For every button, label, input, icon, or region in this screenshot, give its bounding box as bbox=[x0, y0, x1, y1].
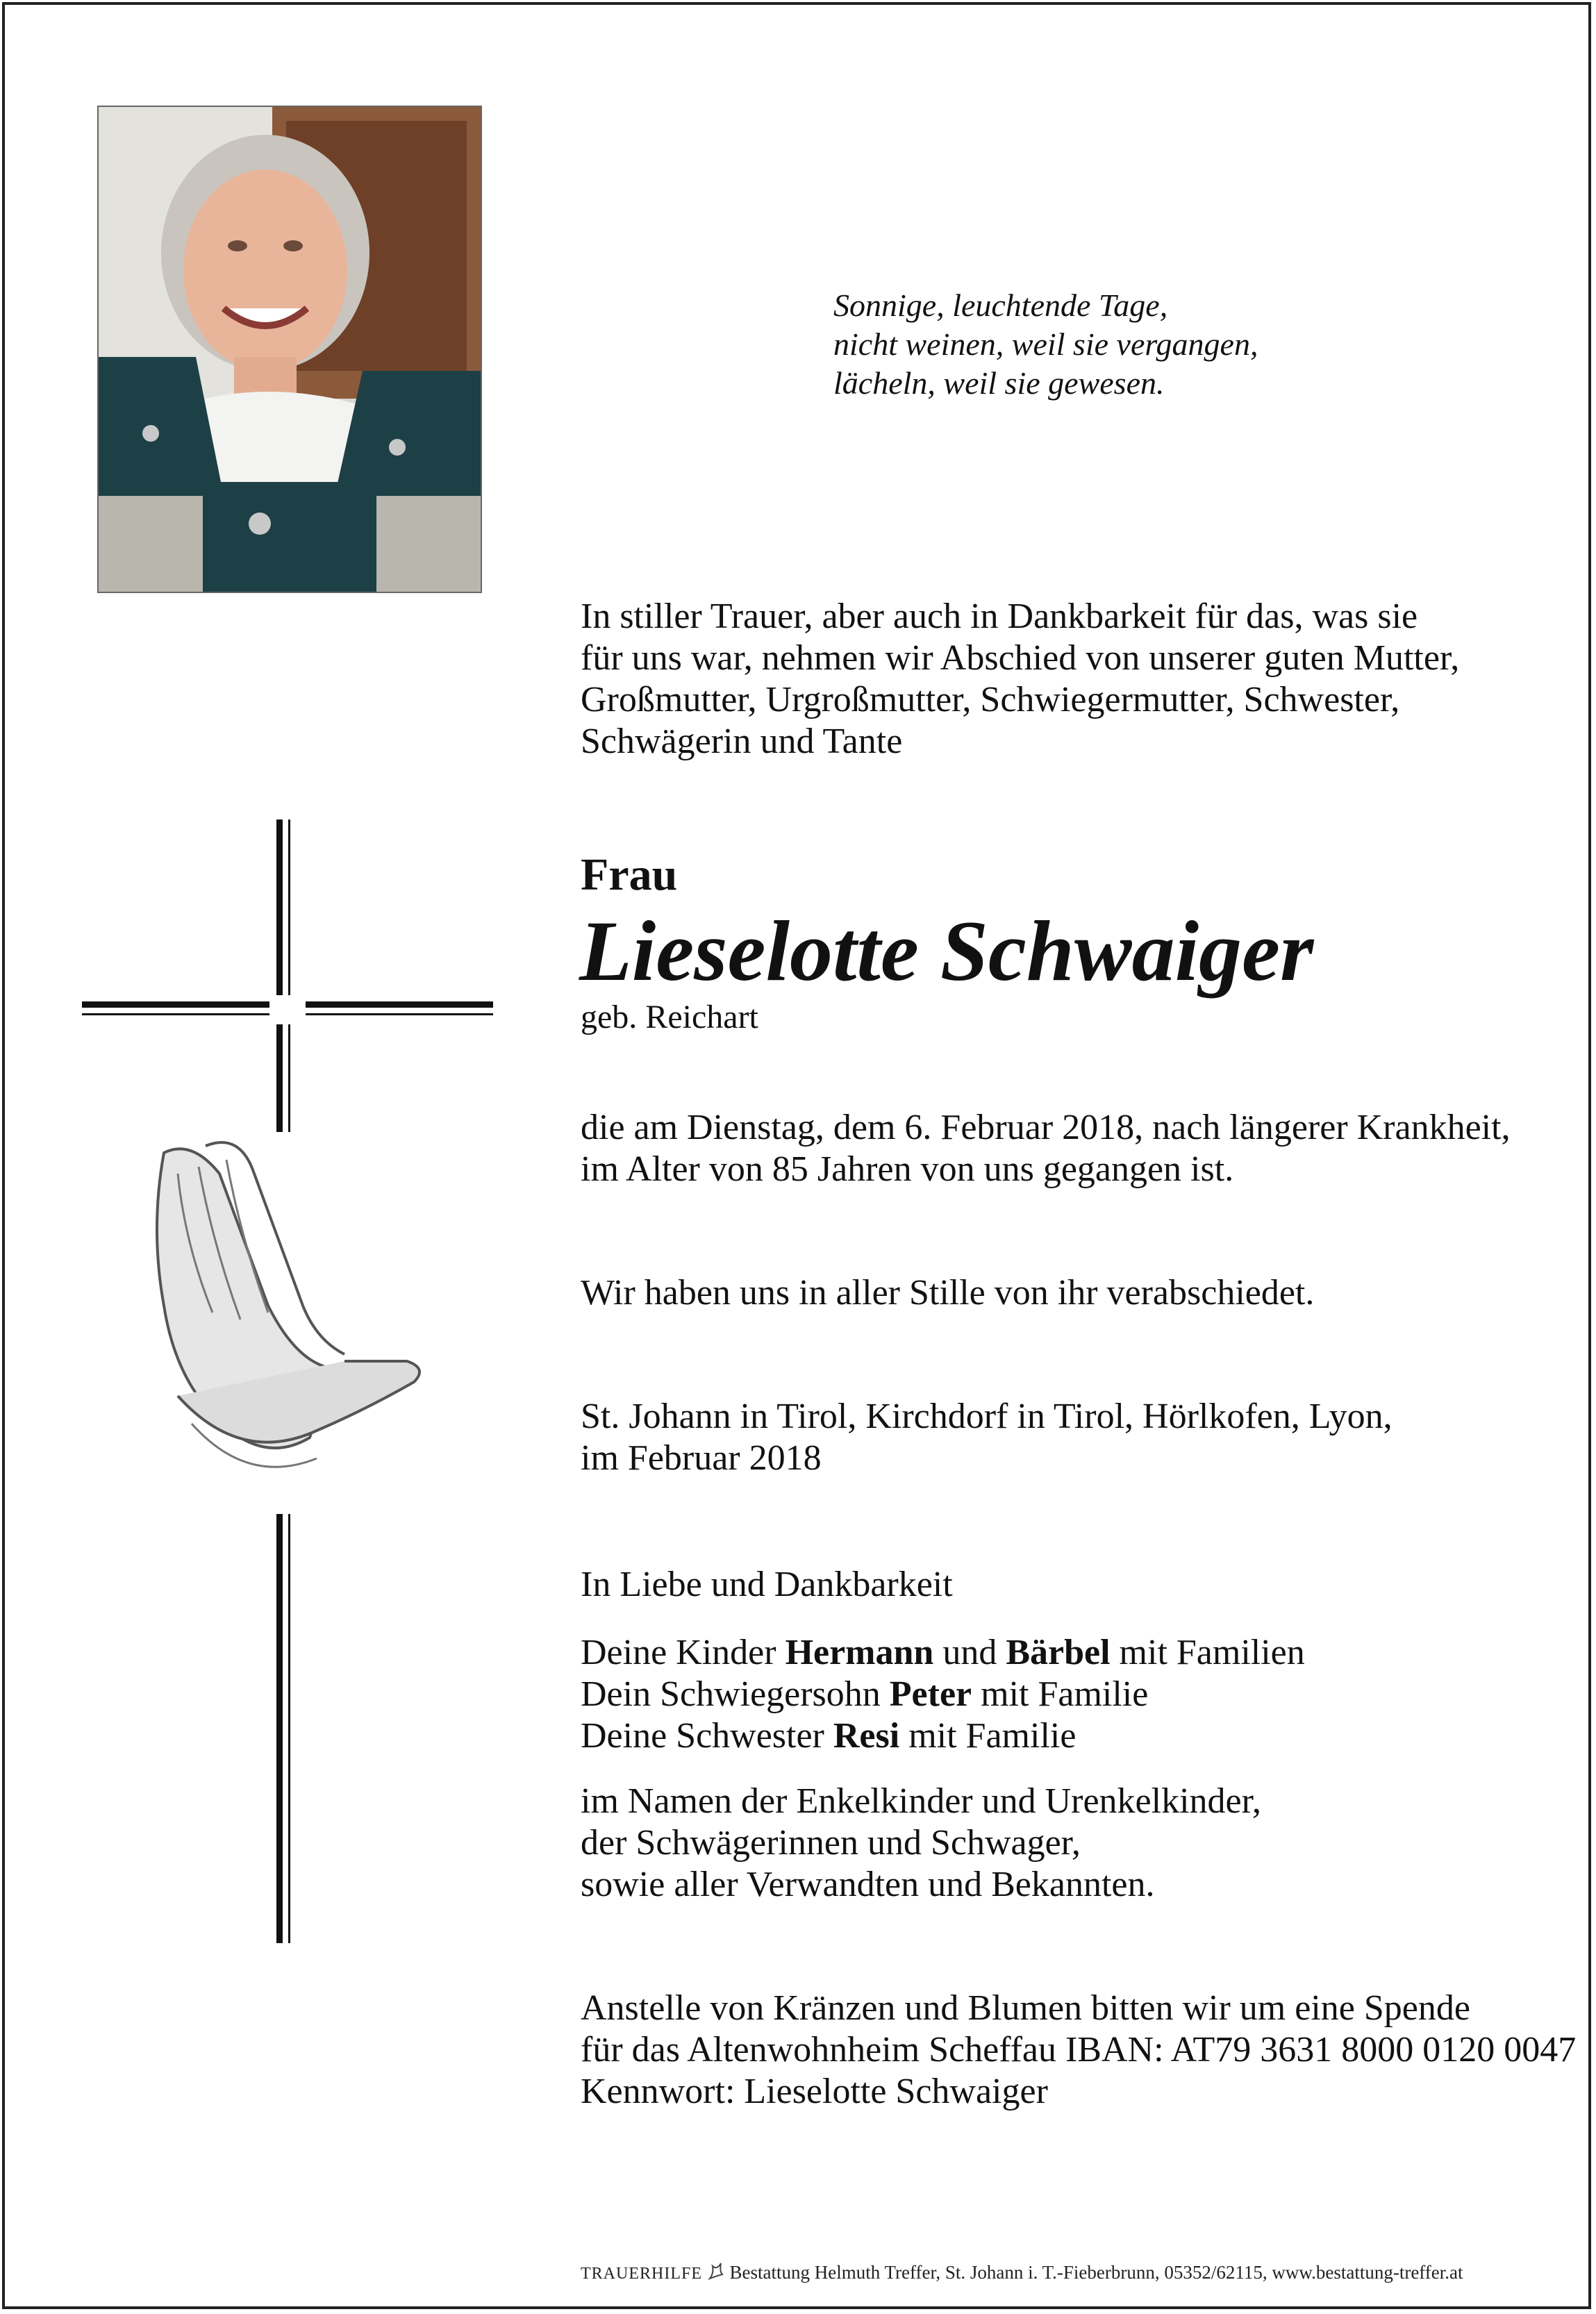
son-in-law-name: Peter bbox=[889, 1674, 972, 1714]
text: Dein Schwiegersohn bbox=[581, 1674, 890, 1714]
date-line: im Februar 2018 bbox=[581, 1438, 822, 1478]
death-notice-line: im Alter von 85 Jahren von uns gegangen ist. bbox=[581, 1149, 1234, 1189]
family-list bbox=[581, 1632, 1305, 1757]
portrait-photo bbox=[97, 106, 482, 593]
text: mit Familien bbox=[1110, 1633, 1305, 1672]
child-name: Bärbel bbox=[1006, 1633, 1111, 1672]
text: mit Familie bbox=[899, 1716, 1077, 1756]
poem-line: lächeln, weil sie gewesen. bbox=[833, 365, 1165, 401]
sister-name: Resi bbox=[833, 1716, 900, 1756]
salutation: Frau bbox=[581, 849, 678, 900]
child-name: Hermann bbox=[785, 1633, 934, 1672]
donation-request bbox=[581, 1988, 1576, 2113]
funeral-home-footer bbox=[581, 2261, 1463, 2286]
dove-logo-icon bbox=[707, 2261, 725, 2281]
text: Deine Kinder bbox=[581, 1633, 785, 1672]
donation-line: für das Altenwohnheim Scheffau IBAN: AT79 3631 8000 0120 0047 bbox=[581, 2030, 1577, 2070]
memorial-poem bbox=[833, 286, 1258, 403]
extended-family-line: im Namen der Enkelkinder und Urenkelkinder, bbox=[581, 1781, 1261, 1821]
family-sister bbox=[581, 1715, 1305, 1757]
donation-line: Kennwort: Lieselotte Schwaiger bbox=[581, 2072, 1048, 2111]
praying-hands-icon bbox=[136, 1132, 442, 1514]
deceased-name: Lieselotte Schwaiger bbox=[579, 904, 1314, 999]
poem-line: Sonnige, leuchtende Tage, bbox=[833, 288, 1168, 323]
intro-line: Großmutter, Urgroßmutter, Schwiegermutter, Schwester, bbox=[581, 680, 1400, 719]
death-notice bbox=[581, 1107, 1511, 1190]
extended-family-line: der Schwägerinnen und Schwager, bbox=[581, 1823, 1081, 1863]
donation-line: Anstelle von Kränzen und Blumen bitten wir um eine Spende bbox=[581, 1988, 1470, 2028]
intro-line: Schwägerin und Tante bbox=[581, 722, 903, 761]
footer-text: Bestattung Helmuth Treffer, St. Johann i. T.-Fieberbrunn, 05352/62115, www.bestattung-treffer.at bbox=[729, 2262, 1463, 2283]
intro-line: für uns war, nehmen wir Abschied von unserer guten Mutter, bbox=[581, 638, 1460, 678]
closing-line: In Liebe und Dankbarkeit bbox=[581, 1565, 953, 1604]
footer-brand: TRAUERHILFE bbox=[581, 2265, 702, 2283]
closing-text bbox=[581, 1564, 953, 1606]
birth-name: geb. Reichart bbox=[581, 999, 758, 1035]
intro-paragraph bbox=[581, 596, 1459, 763]
intro-line: In stiller Trauer, aber auch in Dankbarkeit für das, was sie bbox=[581, 597, 1418, 636]
extended-family bbox=[581, 1781, 1261, 1906]
extended-family-line: sowie aller Verwandten und Bekannten. bbox=[581, 1865, 1155, 1904]
text: und bbox=[933, 1633, 1006, 1672]
poem-line: nicht weinen, weil sie vergangen, bbox=[833, 326, 1258, 362]
place-date bbox=[581, 1396, 1393, 1479]
death-notice-line: die am Dienstag, dem 6. Februar 2018, nach längerer Krankheit, bbox=[581, 1108, 1511, 1147]
farewell-text bbox=[581, 1272, 1314, 1314]
text: Deine Schwester bbox=[581, 1716, 833, 1756]
family-children bbox=[581, 1632, 1305, 1674]
text: mit Familie bbox=[972, 1674, 1149, 1714]
farewell-line: Wir haben uns in aller Stille von ihr verabschiedet. bbox=[581, 1273, 1315, 1313]
family-son-in-law bbox=[581, 1674, 1305, 1715]
place-line: St. Johann in Tirol, Kirchdorf in Tirol, Hörlkofen, Lyon, bbox=[581, 1397, 1393, 1436]
